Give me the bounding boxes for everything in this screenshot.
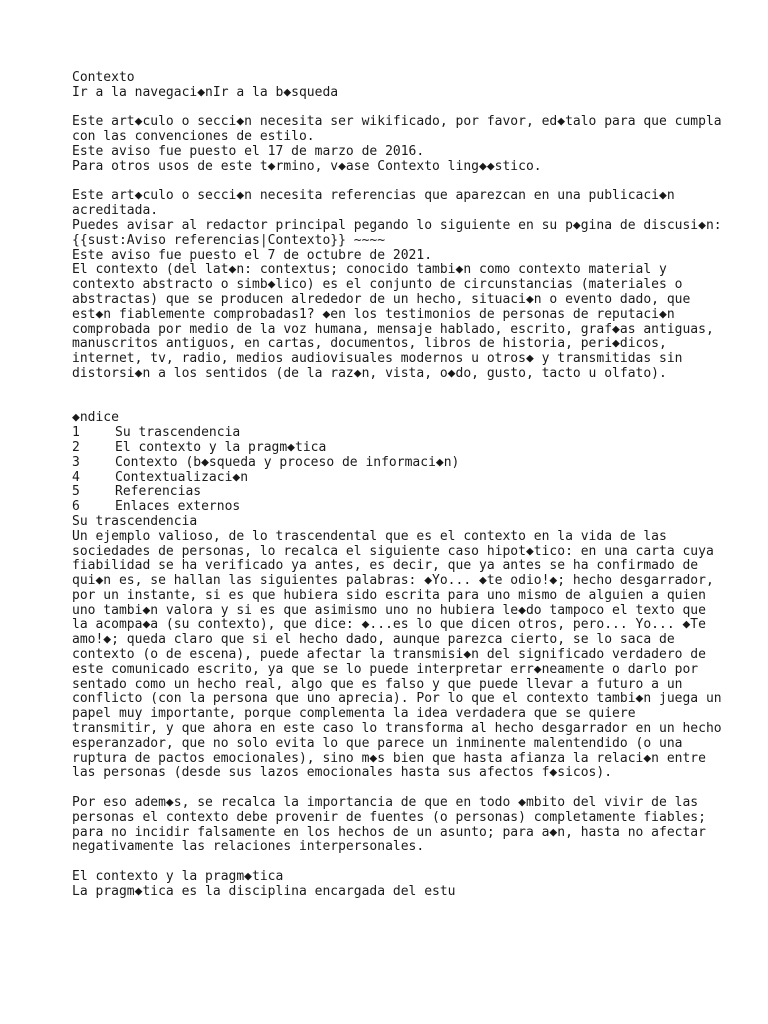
toc-heading: ◆ndice: [72, 410, 119, 426]
body-paragraph: La pragm◆tica es la disciplina encargada del estu: [72, 883, 456, 899]
toc-item-number: 6: [72, 499, 80, 515]
toc-item-label[interactable]: Enlaces externos: [115, 499, 241, 515]
intro-paragraph: manuscritos antiguos, en cartas, documentos, libros de historia, peri◆dicos,: [72, 336, 667, 352]
body-paragraph: uno tambi◆n valora y si es que asimismo uno no hubiera le◆do tampoco el texto que: [72, 602, 706, 618]
blank-line: [72, 397, 752, 412]
body-paragraph: por un instante, si es que hubiera sido escrita para uno mismo de alguien a quien: [72, 587, 706, 603]
disambiguation-note: Para otros usos de este t◆rmino, v◆ase Contexto ling◆◆stico.: [72, 158, 542, 174]
intro-paragraph: comprobada por medio de la voz humana, mensaje hablado, escrito, graf◆as antiguas,: [72, 321, 714, 337]
intro-paragraph: contexto abstracto o simb◆lico) es el conjunto de circunstancias (materiales o: [72, 277, 683, 293]
notice-references: Puedes avisar al redactor principal pegando lo siguiente en su p◆gina de discusi◆n:: [72, 217, 722, 233]
blank-line: [72, 101, 752, 116]
section-heading: Su trascendencia: [72, 513, 198, 529]
notice-template: {{sust:Aviso referencias|Contexto}} ~~~~: [72, 232, 386, 248]
intro-paragraph: abstractas) que se producen alrededor de un hecho, situaci◆n o evento dado, que: [72, 291, 691, 307]
document-body: [72, 71, 752, 900]
nav-links: Ir a la navegaci◆nIr a la b◆squeda: [72, 84, 339, 100]
body-paragraph: la acompa◆a (su contexto), que dice: ◆...es lo que dicen otros, pero... Yo... ◆Te: [72, 617, 706, 633]
toc-item-label[interactable]: Referencias: [115, 484, 202, 500]
body-paragraph: negativamente las relaciones interpersonales.: [72, 839, 425, 855]
notice-references: acreditada.: [72, 203, 159, 219]
notice-references: Este art◆culo o secci◆n necesita referencias que aparezcan en una publicaci◆n: [72, 188, 675, 204]
body-paragraph: esperanzador, que no solo evita lo que parece un inminente malentendido (o una: [72, 735, 683, 751]
body-paragraph: amo!◆; queda claro que si el hecho dado, aunque parezca cierto, se lo saca de: [72, 632, 675, 648]
toc-item[interactable]: [72, 441, 752, 456]
blank-line: [72, 175, 752, 190]
body-paragraph: ruptura de pactos emocionales), sino m◆s bien que hasta afianza la relaci◆n entre: [72, 750, 706, 766]
body-paragraph: fiabilidad se ha verificado ya antes, es decir, que ya antes se ha confirmado de: [72, 558, 699, 574]
notice-date: Este aviso fue puesto el 7 de octubre de 2021.: [72, 247, 433, 263]
intro-paragraph: est◆n fiablemente comprobadas1? ◆en los testimonios de personas de reputaci◆n: [72, 306, 675, 322]
body-paragraph: sociedades de personas, lo recalca el siguiente caso hipot◆tico: en una carta cuya: [72, 543, 714, 559]
body-paragraph: personas el contexto debe provenir de fuentes (o personas) completamente fiables;: [72, 809, 706, 825]
body-paragraph: Por eso adem◆s, se recalca la importancia de que en todo ◆mbito del vivir de las: [72, 795, 699, 811]
toc-item[interactable]: [72, 485, 752, 500]
intro-paragraph: El contexto (del lat◆n: contextus; conocido tambi◆n como contexto material y: [72, 262, 667, 278]
toc-item-number: 5: [72, 484, 80, 500]
intro-paragraph: internet, tv, radio, medios audiovisuales modernos u otros◆ y transmitidas sin: [72, 351, 683, 367]
toc-item-number: 4: [72, 469, 80, 485]
page-title: Contexto: [72, 70, 135, 85]
intro-paragraph: distorsi◆n a los sentidos (de la raz◆n, vista, o◆do, gusto, tacto u olfato).: [72, 365, 667, 381]
body-paragraph: qui◆n es, se hallan las siguientes palabras: ◆Yo... ◆te odio!◆; hecho desgarrador,: [72, 573, 714, 589]
toc-item[interactable]: [72, 426, 752, 441]
toc-item-label[interactable]: El contexto y la pragm◆tica: [115, 439, 327, 455]
body-paragraph: Un ejemplo valioso, de lo trascendental que es el contexto en la vida de las: [72, 528, 667, 544]
toc-item[interactable]: [72, 456, 752, 471]
blank-line: [72, 855, 752, 870]
toc-item-label[interactable]: Su trascendencia: [115, 425, 241, 441]
toc-item-number: 2: [72, 439, 80, 455]
body-paragraph: sentado como un hecho real, algo que es falso y que puede llevar a futuro a un: [72, 676, 683, 692]
body-paragraph: las personas (desde sus lazos emocionales hasta sus afectos f◆sicos).: [72, 765, 613, 781]
notice-date: Este aviso fue puesto el 17 de marzo de 2016.: [72, 143, 425, 159]
toc-item[interactable]: [72, 500, 752, 515]
body-paragraph: contexto (o de escena), puede afectar la transmisi◆n del significado verdadero de: [72, 647, 706, 663]
body-paragraph: papel muy importante, porque complementa la idea verdadera que se quiere: [72, 706, 636, 722]
toc-item-label[interactable]: Contexto (b◆squeda y proceso de informaci◆n): [115, 454, 460, 470]
blank-line: [72, 382, 752, 397]
body-paragraph: para no incidir falsamente en los hechos de un asunto; para a◆n, hasta no afectar: [72, 824, 706, 840]
section-heading: El contexto y la pragm◆tica: [72, 869, 284, 885]
body-paragraph: transmitir, y que ahora en este caso lo transforma al hecho desgarrador en un hecho: [72, 721, 722, 737]
toc-item-label[interactable]: Contextualizaci◆n: [115, 469, 249, 485]
notice-wikify: con las convenciones de estilo.: [72, 129, 315, 145]
body-paragraph: este comunicado escrito, ya que se lo puede interpretar err◆neamente o darlo por: [72, 661, 699, 677]
blank-line: [72, 781, 752, 796]
toc-item-number: 1: [72, 425, 80, 441]
toc-item-number: 3: [72, 454, 80, 470]
body-paragraph: conflicto (con la persona que uno aprecia). Por lo que el contexto tambi◆n juega un: [72, 691, 722, 707]
notice-wikify: Este art◆culo o secci◆n necesita ser wikificado, por favor, ed◆talo para que cumpla: [72, 114, 722, 130]
toc-item[interactable]: [72, 471, 752, 486]
